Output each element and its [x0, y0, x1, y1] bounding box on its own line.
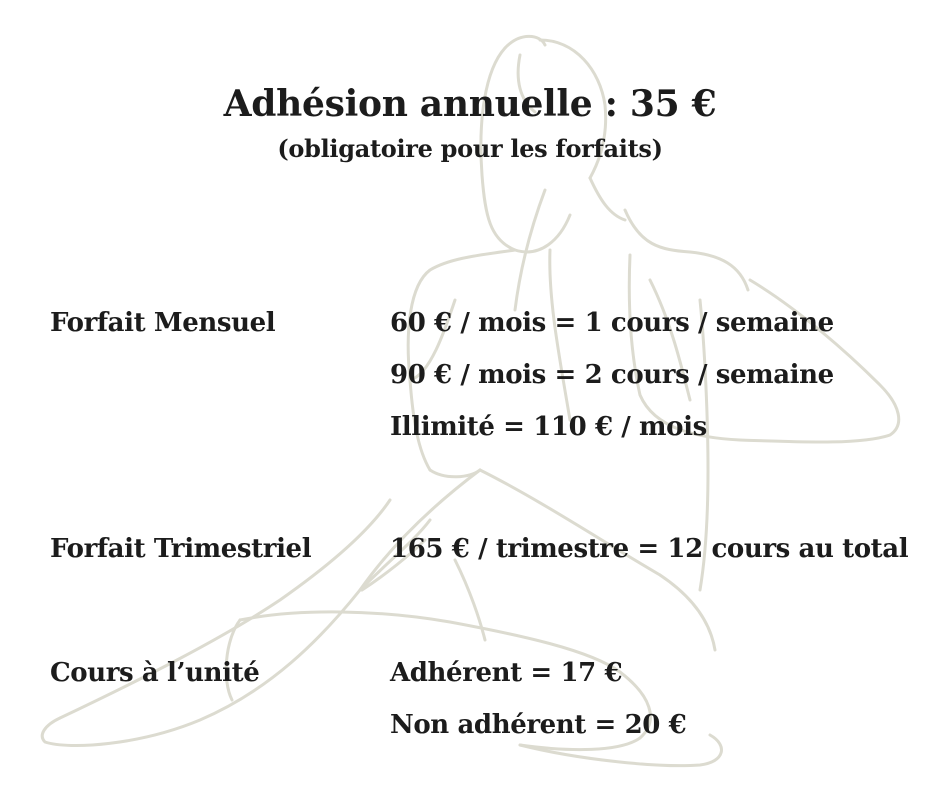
price-line: Illimité = 110 € / mois	[390, 412, 707, 442]
membership-header	[0, 80, 940, 166]
pricing-section-quarterly	[50, 532, 930, 572]
membership-subtitle: (obligatoire pour les forfaits)	[277, 134, 663, 163]
price-lines-monthly	[390, 306, 834, 444]
price-line: Non adhérent = 20 €	[390, 710, 687, 740]
price-line: 60 € / mois = 1 cours / semaine	[390, 308, 834, 338]
pricing-section-single	[50, 656, 930, 746]
price-line: 165 € / trimestre = 12 cours au total	[390, 534, 909, 564]
price-lines-single	[390, 656, 686, 742]
price-line: 90 € / mois = 2 cours / semaine	[390, 360, 834, 390]
section-label-single: Cours à l’unité	[50, 658, 260, 688]
section-label-monthly: Forfait Mensuel	[50, 308, 276, 338]
price-line: Adhérent = 17 €	[390, 658, 623, 688]
section-label-quarterly: Forfait Trimestriel	[50, 534, 312, 564]
membership-title: Adhésion annuelle : 35 €	[223, 83, 717, 125]
pricing-section-monthly	[50, 306, 930, 446]
price-lines-quarterly	[390, 532, 908, 566]
